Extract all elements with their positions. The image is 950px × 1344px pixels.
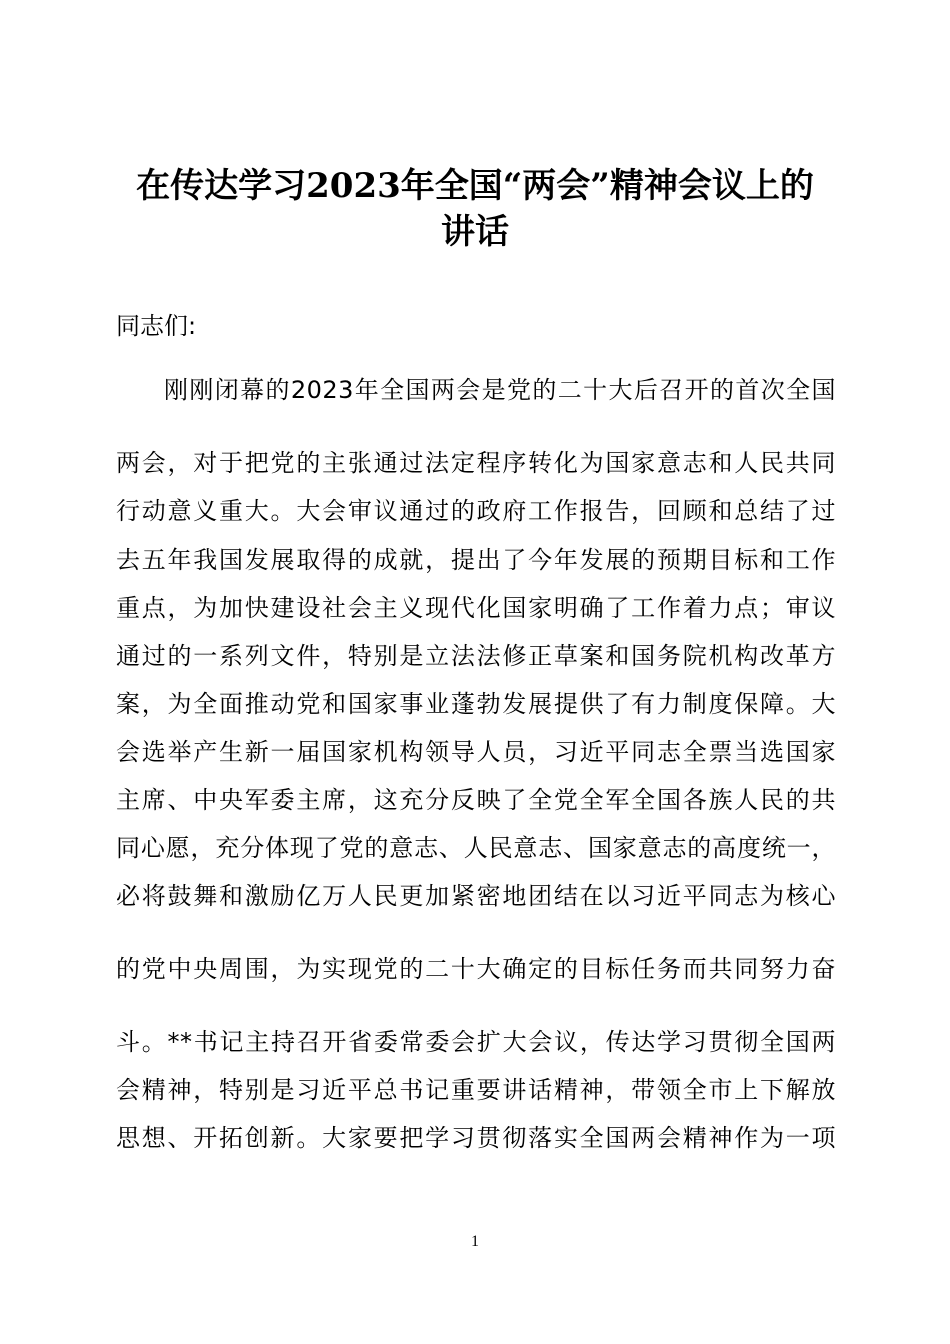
body-line: 刚刚闭幕的2023年全国两会是党的二十大后召开的首次全国 bbox=[164, 376, 836, 404]
document-title-line-1: 在传达学习2023年全国“两会”精神会议上的 bbox=[136, 166, 814, 206]
body-line: 思想、开拓创新。大家要把学习贯彻落实全国两会精神作为一项 bbox=[116, 1124, 836, 1152]
body-line: 主席、中央军委主席，这充分反映了全党全军全国各族人民的共 bbox=[116, 786, 836, 814]
body-line: 斗。**书记主持召开省委常委会扩大会议，传达学习贯彻全国两 bbox=[116, 1028, 836, 1056]
salutation: 同志们: bbox=[116, 312, 197, 340]
body-line: 会选举产生新一届国家机构领导人员，习近平同志全票当选国家 bbox=[116, 738, 836, 766]
body-line: 去五年我国发展取得的成就，提出了今年发展的预期目标和工作 bbox=[116, 546, 836, 574]
body-line: 行动意义重大。大会审议通过的政府工作报告，回顾和总结了过 bbox=[116, 497, 836, 525]
body-line: 会精神，特别是习近平总书记重要讲话精神，带领全市上下解放 bbox=[116, 1076, 836, 1104]
body-line: 重点，为加快建设社会主义现代化国家明确了工作着力点；审议 bbox=[116, 594, 836, 622]
body-line: 两会，对于把党的主张通过法定程序转化为国家意志和人民共同 bbox=[116, 449, 836, 477]
body-line: 通过的一系列文件，特别是立法法修正草案和国务院机构改革方 bbox=[116, 642, 836, 670]
body-line: 必将鼓舞和激励亿万人民更加紧密地团结在以习近平同志为核心 bbox=[116, 882, 836, 910]
body-line: 的党中央周围，为实现党的二十大确定的目标任务而共同努力奋 bbox=[116, 955, 836, 983]
page-number: 1 bbox=[471, 1233, 479, 1250]
document-title-line-2: 讲话 bbox=[441, 212, 509, 252]
body-line: 同心愿，充分体现了党的意志、人民意志、国家意志的高度统一， bbox=[116, 834, 836, 862]
body-line: 案，为全面推动党和国家事业蓬勃发展提供了有力制度保障。大 bbox=[116, 690, 836, 718]
